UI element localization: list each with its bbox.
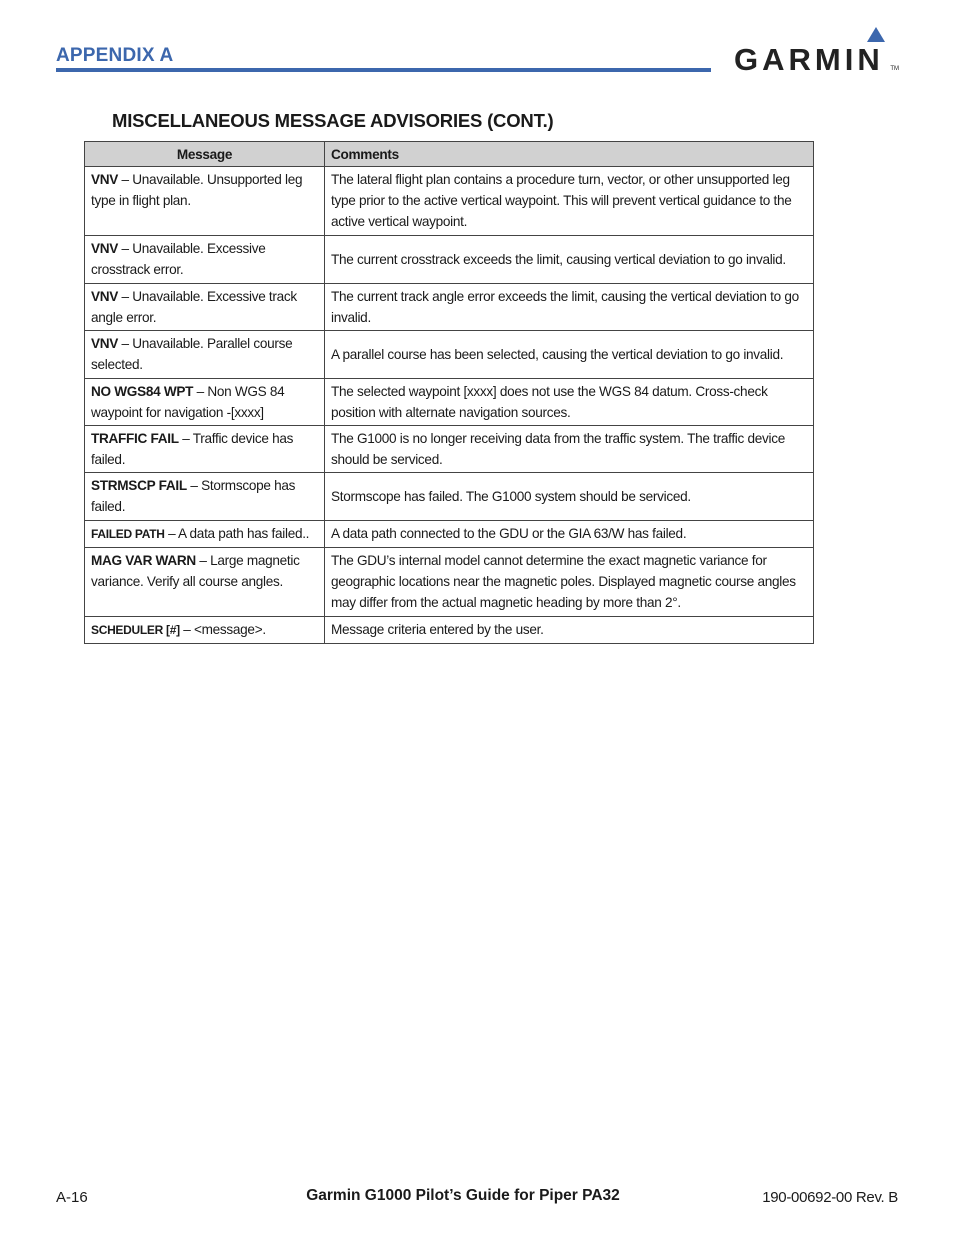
message-description: – Non WGS 84 waypoint for navigation -[xxxx] xyxy=(91,384,285,420)
comment-cell: The current crosstrack exceeds the limit, causing vertical deviation to go invalid. xyxy=(325,236,814,284)
message-cell xyxy=(85,236,325,284)
message-description: – A data path has failed.. xyxy=(164,526,310,541)
message-keyword: TRAFFIC FAIL xyxy=(91,431,179,446)
message-keyword: VNV xyxy=(91,289,119,304)
table-row xyxy=(85,379,814,426)
message-cell xyxy=(85,379,325,426)
logo-wordmark: GARMIN xyxy=(734,42,884,77)
message-description: – Unavailable. Unsupported leg type in flight plan. xyxy=(91,172,303,208)
table-row xyxy=(85,617,814,644)
comment-cell: Message criteria entered by the user. xyxy=(325,617,814,644)
advisories-table xyxy=(84,141,814,644)
garmin-logo xyxy=(734,26,899,78)
message-keyword: FAILED PATH xyxy=(91,527,165,541)
message-description: – <message>. xyxy=(179,622,266,637)
message-keyword: NO WGS84 WPT xyxy=(91,384,194,399)
message-description: – Unavailable. Parallel course selected. xyxy=(91,336,293,372)
column-header-message: Message xyxy=(85,142,325,167)
message-cell xyxy=(85,521,325,548)
column-header-comments: Comments xyxy=(325,142,814,167)
table-header-row xyxy=(85,142,814,167)
message-keyword: SCHEDULER [#] xyxy=(91,623,180,637)
comment-cell: A parallel course has been selected, causing the vertical deviation to go invalid. xyxy=(325,331,814,379)
comment-cell: The G1000 is no longer receiving data from the traffic system. The traffic device should be serviced. xyxy=(325,426,814,473)
appendix-label: APPENDIX A xyxy=(56,45,174,66)
comment-cell: The current track angle error exceeds the limit, causing the vertical deviation to go invalid. xyxy=(325,284,814,331)
message-keyword: MAG VAR WARN xyxy=(91,553,196,568)
message-description: – Large magnetic variance. Verify all course angles. xyxy=(91,553,300,589)
comment-cell: The selected waypoint [xxxx] does not use the WGS 84 datum. Cross-check position with alternate navigation sources. xyxy=(325,379,814,426)
message-keyword: VNV xyxy=(91,241,119,256)
table-row xyxy=(85,426,814,473)
comment-cell: The lateral flight plan contains a procedure turn, vector, or other unsupported leg type prior to the active vertical waypoint. This will prevent vertical guidance to the active vertical waypoint. xyxy=(325,167,814,236)
message-cell xyxy=(85,284,325,331)
document-number: 190-00692-00 Rev. B xyxy=(762,1189,898,1206)
message-cell xyxy=(85,426,325,473)
table-row xyxy=(85,548,814,617)
message-cell xyxy=(85,617,325,644)
logo-trademark: TM xyxy=(890,66,899,72)
comment-cell: The GDU’s internal model cannot determine the exact magnetic variance for geographic locations near the magnetic poles. Displayed magnetic course angles may differ from the actual magnetic heading by more than 2°. xyxy=(325,548,814,617)
table-row xyxy=(85,521,814,548)
message-cell xyxy=(85,167,325,236)
table-row xyxy=(85,331,814,379)
message-cell xyxy=(85,473,325,521)
table-row xyxy=(85,284,814,331)
message-cell xyxy=(85,548,325,617)
message-keyword: STRMSCP FAIL xyxy=(91,478,187,493)
message-description: – Stormscope has failed. xyxy=(91,478,296,514)
table-row xyxy=(85,236,814,284)
message-description: – Traffic device has failed. xyxy=(91,431,294,467)
section-title: MISCELLANEOUS MESSAGE ADVISORIES (CONT.) xyxy=(112,110,554,131)
table-row xyxy=(85,167,814,236)
message-cell xyxy=(85,331,325,379)
footer-title: Garmin G1000 Pilot’s Guide for Piper PA32 xyxy=(306,1187,620,1204)
message-description: – Unavailable. Excessive track angle error. xyxy=(91,289,297,325)
page-number: A-16 xyxy=(56,1189,88,1206)
logo-triangle-icon xyxy=(867,27,885,42)
message-keyword: VNV xyxy=(91,336,119,351)
header-rule xyxy=(56,68,711,72)
comment-cell: A data path connected to the GDU or the GIA 63/W has failed. xyxy=(325,521,814,548)
message-description: – Unavailable. Excessive crosstrack error. xyxy=(91,241,266,277)
message-keyword: VNV xyxy=(91,172,119,187)
comment-cell: Stormscope has failed. The G1000 system should be serviced. xyxy=(325,473,814,521)
table-row xyxy=(85,473,814,521)
